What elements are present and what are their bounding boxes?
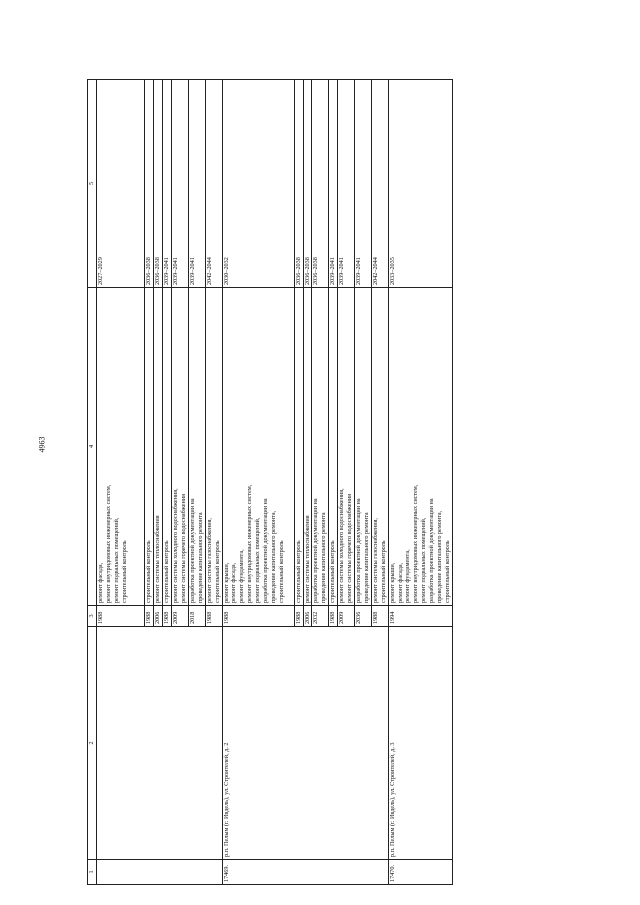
- work-item: ремонт подвальных помещений,: [254, 517, 262, 603]
- work-item: проведение капитального ремонта: [362, 512, 370, 603]
- works-cell: [294, 288, 303, 606]
- work-item: строительный контроль: [379, 540, 387, 603]
- period-cell: 2036–2038: [145, 80, 154, 288]
- work-item: строительный контроль: [329, 540, 337, 603]
- year-cell: 1988: [97, 606, 145, 627]
- works-cell: [222, 288, 294, 606]
- work-item: разработка проектной документации на: [188, 498, 196, 603]
- year-cell: 1988: [222, 606, 294, 627]
- year-cell: 2036: [354, 606, 371, 627]
- period-cell: 2036–2038: [312, 80, 329, 288]
- period-cell: 2033–2035: [388, 80, 452, 288]
- capital-repair-table: [87, 79, 453, 885]
- year-cell: 1988: [329, 606, 338, 627]
- work-item: строительный контроль: [443, 540, 451, 603]
- period-cell: 2039–2041: [354, 80, 371, 288]
- works-cell: [172, 288, 189, 606]
- work-item: ремонт фундамента,: [404, 549, 412, 603]
- table-body: [97, 80, 453, 885]
- works-cell: [354, 288, 371, 606]
- period-cell: 2039–2041: [188, 80, 205, 288]
- works-cell: [163, 288, 172, 606]
- column-number: 2: [88, 627, 97, 860]
- work-item: ремонт подвальных помещений,: [112, 517, 120, 603]
- address-cell: р.п. Пелым (г. Ивдель), ул. Строителей, д. 2: [222, 627, 388, 860]
- column-number: 1: [88, 860, 97, 885]
- work-item: ремонт системы теплоснабжения: [154, 515, 162, 603]
- work-item: ремонт системы горячего водоснабжения: [346, 494, 354, 603]
- work-item: проведение капитального ремонта,: [269, 510, 277, 603]
- work-item: строительный контроль: [294, 540, 302, 603]
- works-cell: [338, 288, 355, 606]
- page-number: 4963: [37, 436, 47, 453]
- period-cell: 2030–2032: [222, 80, 294, 288]
- work-item: разработка проектной документации на: [262, 498, 270, 603]
- works-cell: [205, 288, 222, 606]
- year-cell: 2009: [172, 606, 189, 627]
- work-item: проведение капитального ремонта,: [436, 510, 444, 603]
- period-cell: 2036–2038: [294, 80, 303, 288]
- work-item: строительный контроль: [213, 540, 221, 603]
- period-cell: 2042–2044: [205, 80, 222, 288]
- work-item: ремонт фундамента,: [238, 549, 246, 603]
- works-cell: [145, 288, 154, 606]
- work-item: строительный контроль: [277, 540, 285, 603]
- works-cell: [388, 288, 452, 606]
- year-cell: 1988: [371, 606, 388, 627]
- work-item: ремонт внутридомовых инженерных систем,: [246, 484, 254, 603]
- work-item: ремонт системы холодного водоснабжения,: [338, 488, 346, 603]
- column-number: 4: [88, 288, 97, 606]
- address-cell: р.п. Пелым (г. Ивдель), ул. Строителей, д. 3: [388, 627, 452, 860]
- year-cell: 1994: [388, 606, 452, 627]
- year-cell: 1988: [145, 606, 154, 627]
- year-cell: 2032: [312, 606, 329, 627]
- table-row: [388, 80, 452, 885]
- period-cell: 2039–2041: [163, 80, 172, 288]
- works-cell: [97, 288, 145, 606]
- period-cell: 2027–2029: [97, 80, 145, 288]
- work-item: ремонт системы теплоснабжения: [303, 515, 311, 603]
- table-row: [97, 80, 145, 885]
- column-number-row: [88, 80, 97, 885]
- period-cell: 2036–2038: [303, 80, 312, 288]
- column-number: 5: [88, 80, 97, 288]
- work-item: ремонт крыши,: [388, 562, 396, 603]
- period-cell: 2036–2038: [154, 80, 163, 288]
- period-cell: 2039–2041: [338, 80, 355, 288]
- works-cell: [188, 288, 205, 606]
- year-cell: 1988: [205, 606, 222, 627]
- work-item: ремонт системы горячего водоснабжения: [180, 494, 188, 603]
- column-number: 3: [88, 606, 97, 627]
- work-item: строительный контроль: [145, 540, 153, 603]
- year-cell: 2009: [338, 606, 355, 627]
- table-row: [222, 80, 294, 885]
- work-item: ремонт фасада,: [396, 562, 404, 603]
- works-cell: [154, 288, 163, 606]
- works-cell: [312, 288, 329, 606]
- work-item: проведение капитального ремонта: [196, 512, 204, 603]
- work-item: строительный контроль: [163, 540, 171, 603]
- year-cell: 1988: [294, 606, 303, 627]
- work-item: разработка проектной документации на: [312, 498, 320, 603]
- year-cell: 2018: [188, 606, 205, 627]
- period-cell: 2042–2044: [371, 80, 388, 288]
- year-cell: 2006: [303, 606, 312, 627]
- works-cell: [329, 288, 338, 606]
- work-item: ремонт системы холодного водоснабжения,: [172, 488, 180, 603]
- work-item: ремонт крыши,: [222, 562, 230, 603]
- period-cell: 2039–2041: [172, 80, 189, 288]
- work-item: проведение капитального ремонта: [320, 512, 328, 603]
- house-number-cell: [97, 860, 223, 885]
- work-item: ремонт подвальных помещений,: [420, 517, 428, 603]
- work-item: ремонт системы газоснабжения,: [205, 518, 213, 603]
- work-item: ремонт фасада,: [97, 562, 104, 603]
- works-cell: [371, 288, 388, 606]
- house-number-cell: 17469.: [222, 860, 388, 885]
- year-cell: 2006: [154, 606, 163, 627]
- works-cell: [303, 288, 312, 606]
- year-cell: 1988: [163, 606, 172, 627]
- work-item: разработка проектной документации на: [428, 498, 436, 603]
- work-item: ремонт системы газоснабжения,: [371, 518, 379, 603]
- house-number-cell: 17470.: [388, 860, 452, 885]
- work-item: строительный контроль: [120, 540, 128, 603]
- work-item: ремонт фасада,: [230, 562, 238, 603]
- address-cell: [97, 627, 223, 860]
- period-cell: 2039–2041: [329, 80, 338, 288]
- rotated-table-container: [87, 80, 592, 885]
- work-item: ремонт внутридомовых инженерных систем,: [104, 484, 112, 603]
- work-item: ремонт внутридомовых инженерных систем,: [412, 484, 420, 603]
- work-item: разработка проектной документации на: [354, 498, 362, 603]
